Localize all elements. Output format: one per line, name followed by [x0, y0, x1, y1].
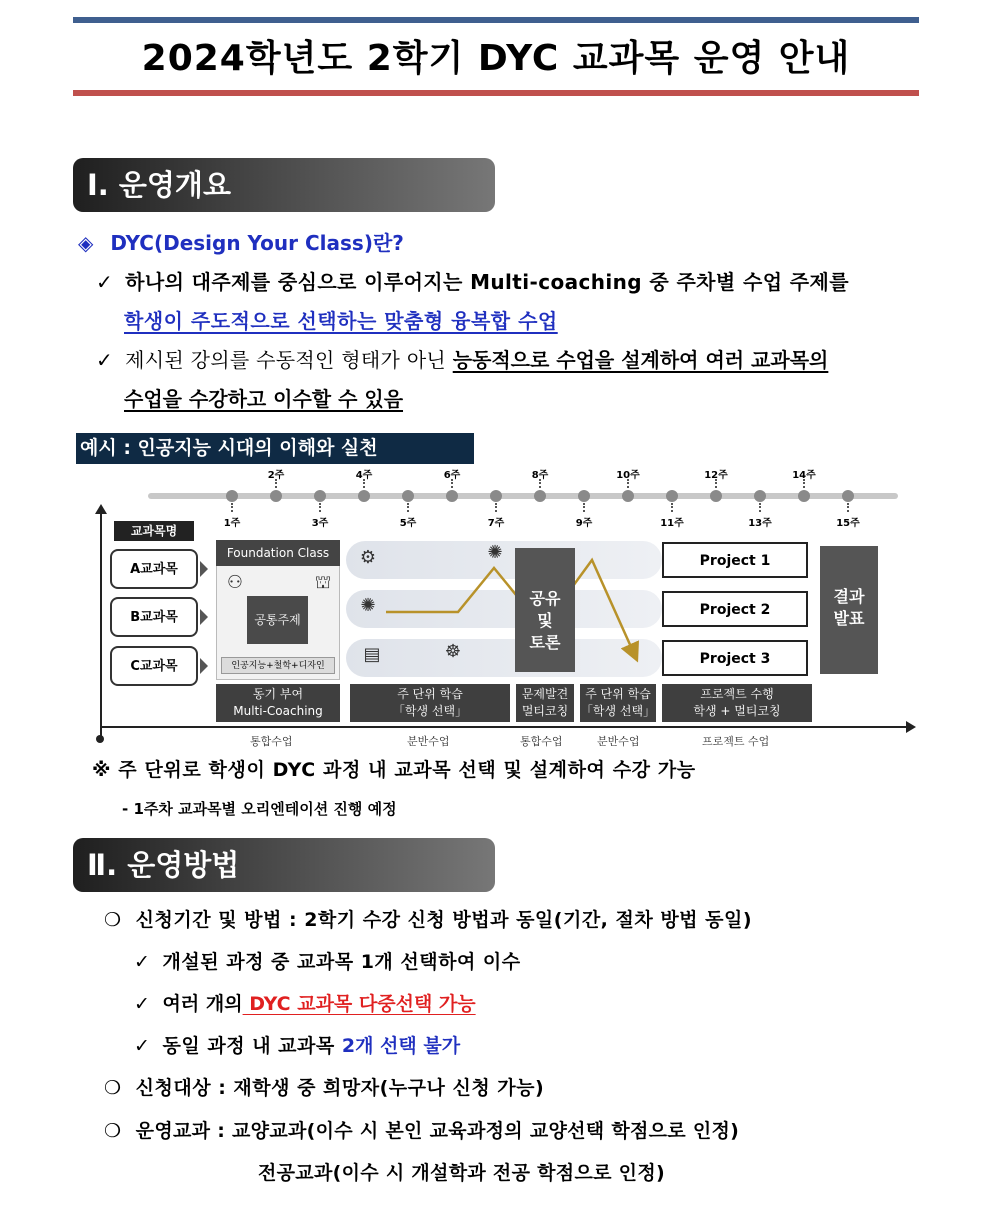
method-sub-2 — [134, 990, 476, 1018]
caption-weekly-2: 주 단위 학습 「학생 선택」 — [580, 684, 656, 722]
timeline-tick — [275, 479, 279, 488]
timeline-week-dot — [798, 490, 810, 502]
timeline-line — [148, 493, 898, 499]
common-topic-box: 공통주제 — [247, 596, 308, 644]
discussion-box: 공유 및 토론 — [515, 548, 575, 672]
horizontal-axis — [100, 726, 912, 728]
timeline-week-label: 8주 — [531, 470, 549, 481]
check-icon: ✓ — [96, 270, 113, 294]
timeline-week-label: 12주 — [704, 470, 728, 481]
method-sub-1 — [134, 948, 521, 976]
caption-problem: 문제발견 멀티코칭 — [516, 684, 574, 722]
timeline-week-dot — [402, 490, 414, 502]
method-sub-2-emphasis: DYC 교과목 다중선택 가능 — [242, 993, 476, 1015]
dyc-question — [78, 229, 404, 257]
timeline-week-dot — [578, 490, 590, 502]
timeline-week-dot — [622, 490, 634, 502]
check-icon: ✓ — [134, 993, 150, 1015]
header-bottom-bar — [73, 90, 919, 96]
header-top-bar — [73, 17, 919, 23]
method-sub-1-text: 개설된 과정 중 교과목 1개 선택하여 이수 — [162, 951, 521, 973]
timeline-tick — [231, 503, 235, 512]
timeline-week-label: 11주 — [660, 518, 684, 529]
arrow-right-icon — [200, 561, 208, 577]
method-item-2-text: 신청대상 : 재학생 중 희망자(누구나 신청 가능) — [135, 1077, 545, 1099]
teacher-board-icon: ⛫ — [314, 572, 332, 593]
timeline-tick — [407, 503, 411, 512]
timeline-tick — [451, 479, 455, 488]
timeline-week-dot — [226, 490, 238, 502]
timeline-week-dot — [754, 490, 766, 502]
check-icon: ✓ — [134, 1035, 150, 1057]
page-title: 2024학년도 2학기 DYC 교과목 운영 안내 — [141, 38, 851, 79]
method-item-1-text: 신청기간 및 방법 : 2학기 수강 신청 방법과 동일(기간, 절차 방법 동일) — [135, 909, 753, 931]
timeline-week-dot — [446, 490, 458, 502]
bottom-label: 통합수업 — [520, 735, 563, 748]
people-discussion-icon: ⚇ — [226, 572, 244, 593]
check-item-2 — [96, 346, 828, 374]
timeline-week-label: 7주 — [487, 518, 505, 529]
circle-bullet-icon: ❍ — [104, 1077, 122, 1099]
timeline-tick — [715, 479, 719, 488]
bottom-label: 분반수업 — [407, 735, 450, 748]
caption-weekly-1: 주 단위 학습 「학생 선택」 — [350, 684, 510, 722]
book-icon: ▤ — [363, 644, 381, 665]
check-item-1-emphasis: 학생이 주도적으로 선택하는 맞춤형 융복합 수업 — [124, 309, 558, 333]
diamond-icon: ◈ — [78, 231, 94, 255]
timeline-week-dot — [534, 490, 546, 502]
project-1: Project 1 — [662, 542, 808, 578]
project-3: Project 3 — [662, 640, 808, 676]
dyc-question-text: DYC(Design Your Class)란? — [110, 231, 404, 255]
timeline-tick — [495, 503, 499, 512]
subject-header: 교과목명 — [114, 521, 194, 541]
brain-icon: ✺ — [360, 595, 376, 616]
timeline-week-dot — [314, 490, 326, 502]
timeline-week-dot — [358, 490, 370, 502]
timeline-week-dot — [270, 490, 282, 502]
section-heading-overview: Ⅰ. 운영개요 — [73, 158, 495, 212]
timeline-tick — [363, 479, 367, 488]
selection-path — [346, 540, 666, 680]
vertical-axis — [100, 510, 102, 740]
axis-arrow-right-icon — [906, 721, 916, 733]
circle-bullet-icon: ❍ — [104, 909, 122, 931]
timeline-tick — [671, 503, 675, 512]
timeline-week-label: 9주 — [575, 518, 593, 529]
timeline-week-dot — [710, 490, 722, 502]
method-sub-3-text: 동일 과정 내 교과목 — [162, 1035, 342, 1057]
section-heading-method: Ⅱ. 운영방법 — [73, 838, 495, 892]
check-item-1 — [96, 268, 922, 296]
caption-project: 프로젝트 수행 학생 + 멀티코칭 — [662, 684, 812, 722]
timeline-week-label: 2주 — [267, 470, 285, 481]
timeline-week-label: 15주 — [836, 518, 860, 529]
timeline-week-label: 4주 — [355, 470, 373, 481]
note-main: ※ 주 단위로 학생이 DYC 과정 내 교과목 선택 및 설계하여 수강 가능 — [92, 759, 696, 781]
arrow-right-icon — [200, 609, 208, 625]
method-item-3 — [104, 1117, 739, 1145]
timeline-week-label: 10주 — [616, 470, 640, 481]
timeline-week-dot — [842, 490, 854, 502]
timeline-tick — [847, 503, 851, 512]
result-box: 결과 발표 — [820, 546, 878, 674]
bottom-label: 통합수업 — [250, 735, 293, 748]
timeline-week-label: 13주 — [748, 518, 772, 529]
common-topic-sub: 인공지능+철학+디자인 — [221, 657, 335, 674]
timeline-week-dot — [666, 490, 678, 502]
check-item-1-text: 하나의 대주제를 중심으로 이루어지는 Multi-coaching 중 주차별 수업 주제를 — [125, 270, 849, 294]
timeline-week-label: 3주 — [311, 518, 329, 529]
timeline-tick — [319, 503, 323, 512]
foundation-class-label: Foundation Class — [216, 540, 340, 566]
timeline-tick — [803, 479, 807, 488]
check-icon: ✓ — [96, 348, 113, 372]
method-sub-2-text: 여러 개의 — [162, 993, 243, 1015]
method-item-2 — [104, 1074, 544, 1102]
check-item-2-emphasis: 능동적으로 수업을 설계하여 여러 교과목의 — [452, 348, 829, 372]
timeline-week-label: 6주 — [443, 470, 461, 481]
method-sub-3-emphasis: 2개 선택 불가 — [341, 1035, 461, 1057]
axis-arrow-up-icon — [95, 504, 107, 514]
subject-a: A교과목 — [110, 549, 198, 589]
axis-origin-dot — [96, 735, 104, 743]
brain-network-icon: ✺ — [487, 542, 503, 563]
timeline-week-label: 1주 — [223, 518, 241, 529]
check-icon: ✓ — [134, 951, 150, 973]
timeline-week-label: 14주 — [792, 470, 816, 481]
timeline-tick — [539, 479, 543, 488]
robot-icon: ⚙ — [359, 547, 377, 568]
timeline-tick — [627, 479, 631, 488]
method-item-3-continuation: 전공교과(이수 시 개설학과 전공 학점으로 인정) — [258, 1162, 665, 1184]
timeline-week-label: 5주 — [399, 518, 417, 529]
subject-c: C교과목 — [110, 646, 198, 686]
timeline-week-dot — [490, 490, 502, 502]
note-sub: - 1주차 교과목별 오리엔테이션 진행 예정 — [122, 800, 397, 818]
project-2: Project 2 — [662, 591, 808, 627]
method-item-3-text: 운영교과 : 교양교과(이수 시 본인 교육과정의 교양선택 학점으로 인정) — [135, 1120, 740, 1142]
circle-bullet-icon: ❍ — [104, 1120, 122, 1142]
check-item-2-continuation: 수업을 수강하고 이수할 수 있음 — [124, 387, 404, 411]
timeline-tick — [759, 503, 763, 512]
caption-motivation: 동기 부여 Multi-Coaching — [216, 684, 340, 722]
arrow-right-icon — [200, 658, 208, 674]
method-sub-3 — [134, 1032, 460, 1060]
head-gear-icon: ☸ — [444, 641, 462, 662]
check-item-2-text: 제시된 강의를 수동적인 형태가 아닌 — [125, 348, 453, 372]
method-item-1 — [104, 906, 752, 934]
bottom-label: 분반수업 — [597, 735, 640, 748]
bottom-label: 프로젝트 수업 — [702, 735, 770, 748]
subject-b: B교과목 — [110, 597, 198, 637]
timeline-tick — [583, 503, 587, 512]
diagram-title: 예시 : 인공지능 시대의 이해와 실천 — [76, 433, 474, 464]
